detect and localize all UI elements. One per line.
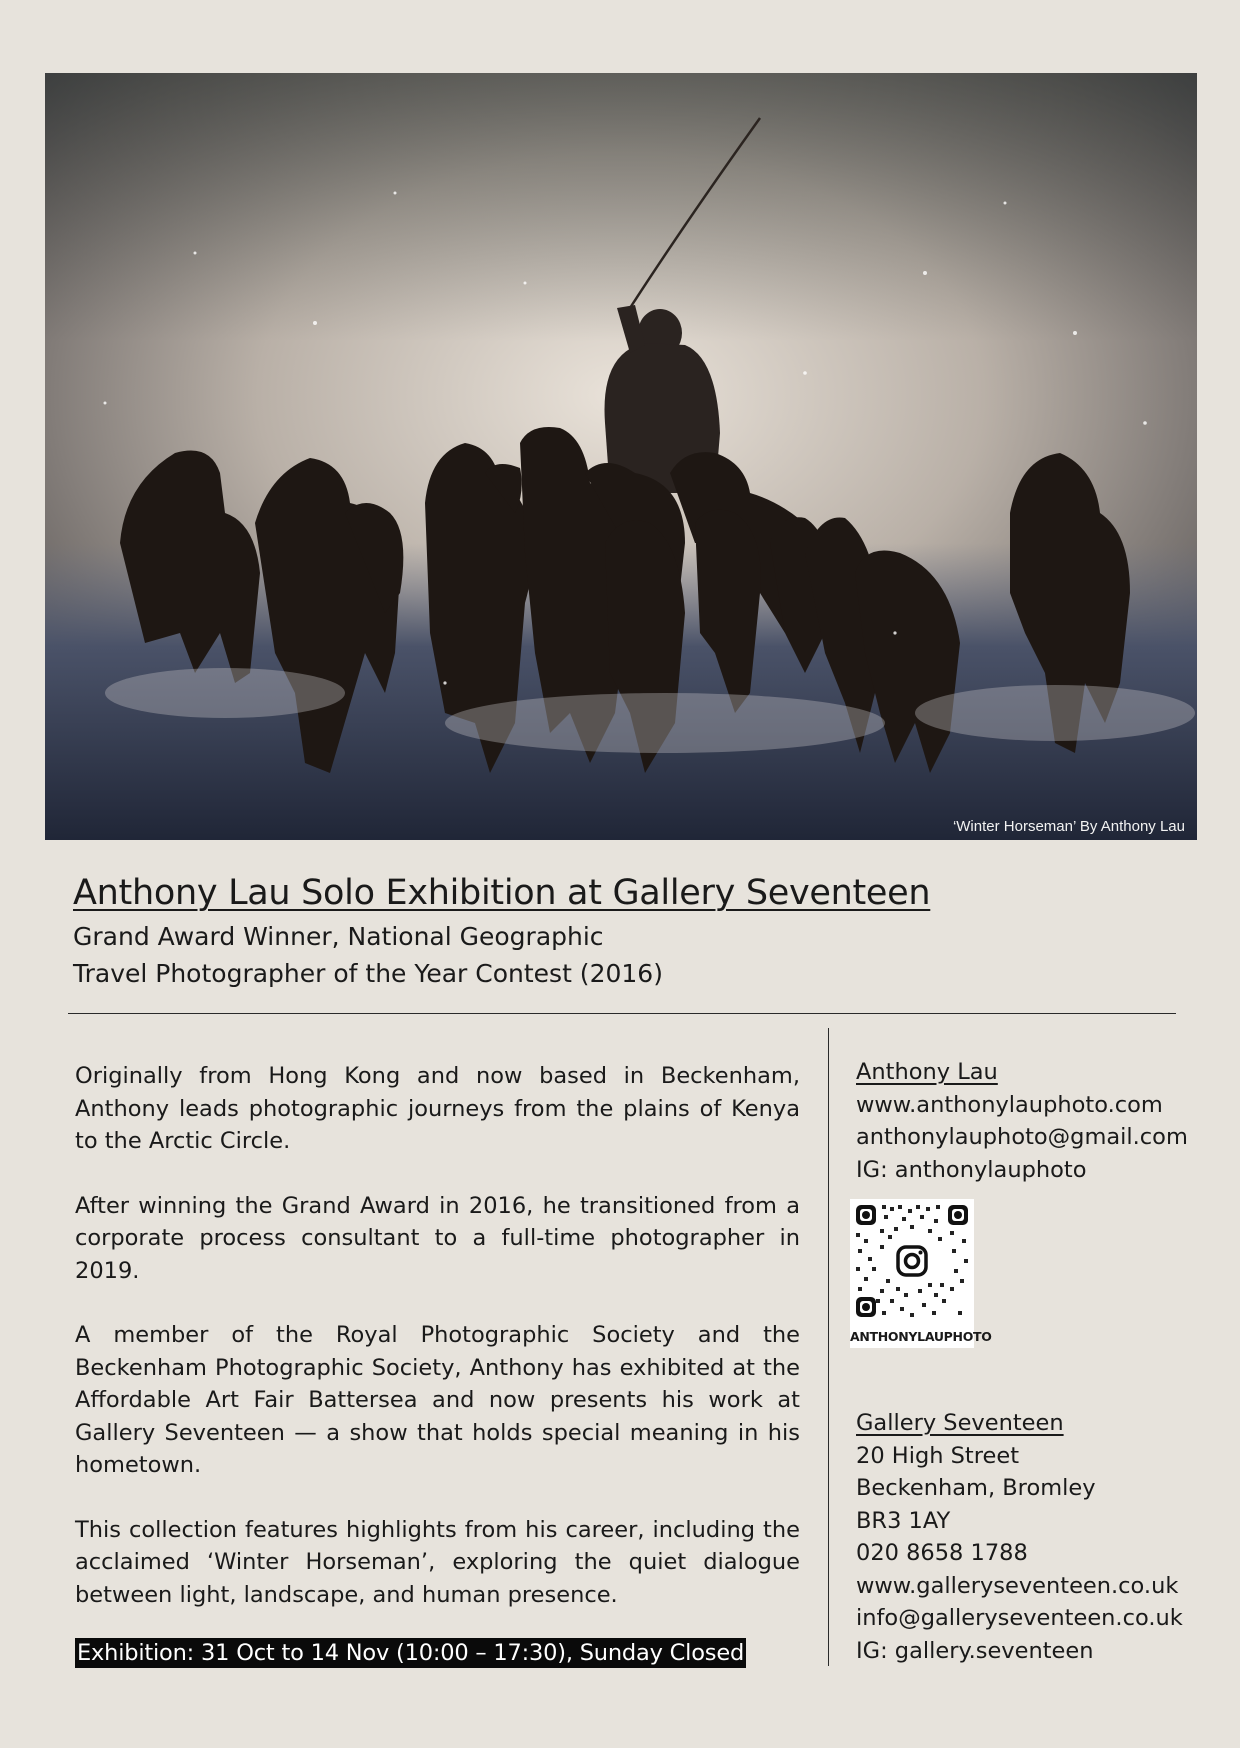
artist-name: Anthony Lau: [856, 1059, 998, 1085]
gallery-instagram[interactable]: IG: gallery.seventeen: [856, 1637, 1094, 1664]
gallery-contact: [856, 1407, 1183, 1667]
artist-contact: [856, 1056, 1188, 1186]
biography: [75, 1060, 800, 1643]
bio-paragraph: After winning the Grand Award in 2016, he transitioned from a corporate process consultant to a full-time photographer in 2019.: [75, 1192, 800, 1284]
hero-photo: [45, 73, 1197, 840]
gallery-address-line-2: Beckenham, Bromley: [856, 1475, 1096, 1501]
exhibition-dates: Exhibition: 31 Oct to 14 Nov (10:00 – 17:30), Sunday Closed: [77, 1640, 745, 1666]
gallery-phone[interactable]: 020 8658 1788: [856, 1540, 1028, 1566]
award-line-1: Grand Award Winner, National Geographic: [73, 922, 604, 951]
artist-website-link[interactable]: www.anthonylauphoto.com: [856, 1091, 1163, 1118]
bio-paragraph: A member of the Royal Photographic Society and the Beckenham Photographic Society, Anthony has exhibited at the Affordable Art Fair Battersea and now presents his work at Gallery Seventeen — a show that holds special meaning in his hometown.: [75, 1322, 800, 1478]
artist-email-link[interactable]: anthonylauphoto@gmail.com: [856, 1124, 1188, 1150]
gallery-email-link[interactable]: info@galleryseventeen.co.uk: [856, 1605, 1183, 1631]
artist-instagram[interactable]: IG: anthonylauphoto: [856, 1156, 1087, 1183]
bio-paragraph: This collection features highlights from his career, including the acclaimed ‘Winter Horseman’, exploring the quiet dialogue between light, landscape, and human presence.: [75, 1516, 800, 1608]
horizontal-divider: [68, 1013, 1176, 1014]
photo-caption: ‘Winter Horseman’ By Anthony Lau: [952, 818, 1185, 835]
gallery-name: Gallery Seventeen: [856, 1410, 1064, 1436]
winter-horseman-image: [45, 73, 1197, 840]
qr-code-icon: [850, 1199, 974, 1323]
instagram-qr-code[interactable]: [850, 1199, 992, 1348]
bio-paragraph: Originally from Hong Kong and now based in Beckenham, Anthony leads photographic journeys from the plains of Kenya to the Arctic Circle.: [75, 1063, 800, 1154]
gallery-postcode: BR3 1AY: [856, 1507, 951, 1534]
page-title: Anthony Lau Solo Exhibition at Gallery Seventeen: [73, 873, 931, 913]
vertical-divider: [828, 1028, 829, 1666]
qr-label: ANTHONYLAUPHOTO: [850, 1329, 992, 1344]
gallery-address-line-1: 20 High Street: [856, 1442, 1020, 1469]
award-line-2: Travel Photographer of the Year Contest (2016): [73, 959, 663, 988]
gallery-website-link[interactable]: www.galleryseventeen.co.uk: [856, 1572, 1179, 1599]
